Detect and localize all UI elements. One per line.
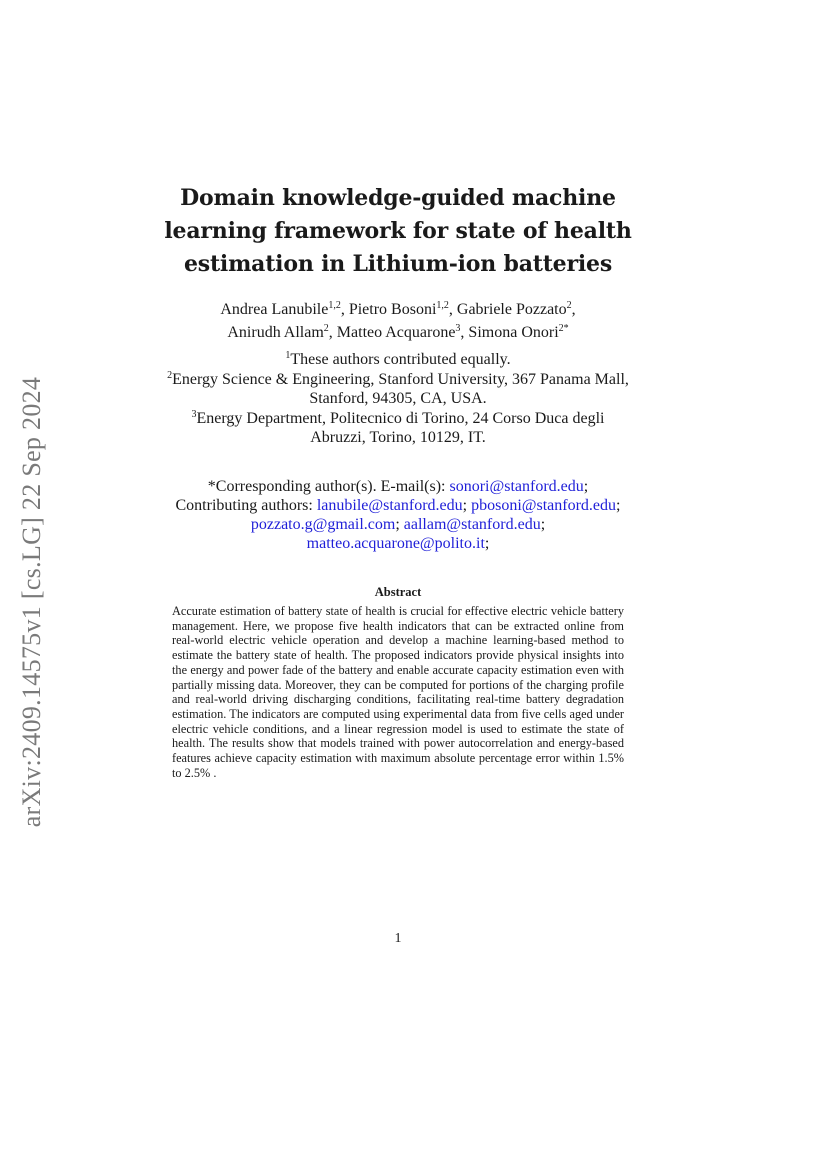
affiliation-2-cont: Stanford, 94305, CA, USA. bbox=[309, 390, 487, 407]
abstract-heading: Abstract bbox=[374, 585, 422, 599]
affiliation-3: $^3$Energy Department, Politecnico di Torino, 24 Corso Duca degli bbox=[191, 408, 605, 427]
author-affiliation-mark: 3 bbox=[455, 323, 461, 334]
abstract-text: Accurate estimation of battery state of health is crucial for effective electric vehicle battery management. Here, we propose five health indicators that can be extracted online from real-world electric vehicle operation and develop a machine learning-based method to estimate the battery state of health. The proposed indicators provide physical insights into the energy and power fade of the battery and enable accurate capacity estimation even with partially missing data. Moreover, they can be computed for portions of the charging profile and real-world driving discharging conditions, facilitating real-time battery degradation estimation. The indicators are computed using experimental data from five cells aged under electric vehicle conditions, and a linear regression model is used to estimate the state of health. The results show that models trained with power autocorrelation and energy-based features achieve capacity estimation with maximum absolute percentage error within 1.5% to 2.5% . bbox=[172, 604, 624, 780]
title-line: Domain knowledge-guided machine bbox=[180, 185, 616, 211]
email-link[interactable]: lanubile@stanford.edu bbox=[316, 497, 463, 514]
title-line: learning framework for state of health bbox=[164, 218, 632, 244]
page-number: 1 bbox=[394, 931, 402, 946]
corresponding-line: *Corresponding author(s). E-mail(s): sonori@stanford.edu; bbox=[207, 478, 589, 495]
contributing-line: matteo.acquarone@polito.it; bbox=[306, 535, 490, 552]
author-name: Matteo Acquarone bbox=[336, 324, 456, 341]
paper-title bbox=[140, 182, 656, 281]
contributing-line: pozzato.g@gmail.com; aallam@stanford.edu; bbox=[250, 516, 546, 533]
email-link[interactable]: matteo.acquarone@polito.it bbox=[306, 535, 485, 552]
author-list bbox=[140, 298, 656, 344]
affiliation-3-cont: Abruzzi, Torino, 10129, IT. bbox=[310, 429, 486, 446]
author-name: Anirudh Allam bbox=[227, 324, 324, 341]
affiliation-2: $^2$Energy Science & Engineering, Stanford University, 367 Panama Mall, bbox=[167, 369, 629, 388]
author-line: Anirudh Allam$^2$, Matteo Acquarone$^3$, Simona Onori$^{2*}$ bbox=[227, 323, 569, 341]
author-name: Pietro Bosoni bbox=[348, 301, 437, 318]
author-name: Andrea Lanubile bbox=[220, 301, 329, 318]
corresponding-email-link[interactable]: sonori@stanford.edu bbox=[449, 478, 584, 495]
author-affiliation-mark: 2* bbox=[558, 323, 569, 334]
author-name: Gabriele Pozzato bbox=[456, 301, 567, 318]
email-link[interactable]: aallam@stanford.edu bbox=[403, 516, 541, 533]
email-link[interactable]: pbosoni@stanford.edu bbox=[471, 497, 617, 514]
author-affiliation-mark: 2 bbox=[566, 300, 572, 311]
arxiv-identifier-text: arXiv:2409.14575v1 [cs.LG] 22 Sep 2024 bbox=[17, 376, 46, 828]
arxiv-identifier bbox=[17, 362, 47, 842]
author-affiliation-mark: 2 bbox=[323, 323, 329, 334]
contributing-line: Contributing authors: lanubile@stanford.edu; pbosoni@stanford.edu; bbox=[175, 497, 621, 514]
affiliation-list bbox=[140, 350, 656, 448]
contributing-label: Contributing authors: bbox=[175, 497, 313, 514]
author-line: Andrea Lanubile$^{1,2}$, Pietro Bosoni$^{1,2}$, Gabriele Pozzato$^2$, bbox=[220, 300, 576, 318]
title-line: estimation in Lithium-ion batteries bbox=[183, 251, 613, 277]
affiliation-1: $^1$These authors contributed equally. bbox=[285, 350, 511, 368]
corresponding-label: *Corresponding author(s). E-mail(s): bbox=[207, 478, 446, 495]
email-link[interactable]: pozzato.g@gmail.com bbox=[250, 516, 396, 533]
correspondence-block bbox=[140, 477, 656, 553]
author-affiliation-mark: 1,2 bbox=[328, 300, 341, 311]
author-name: Simona Onori bbox=[468, 324, 559, 341]
author-affiliation-mark: 1,2 bbox=[436, 300, 449, 311]
